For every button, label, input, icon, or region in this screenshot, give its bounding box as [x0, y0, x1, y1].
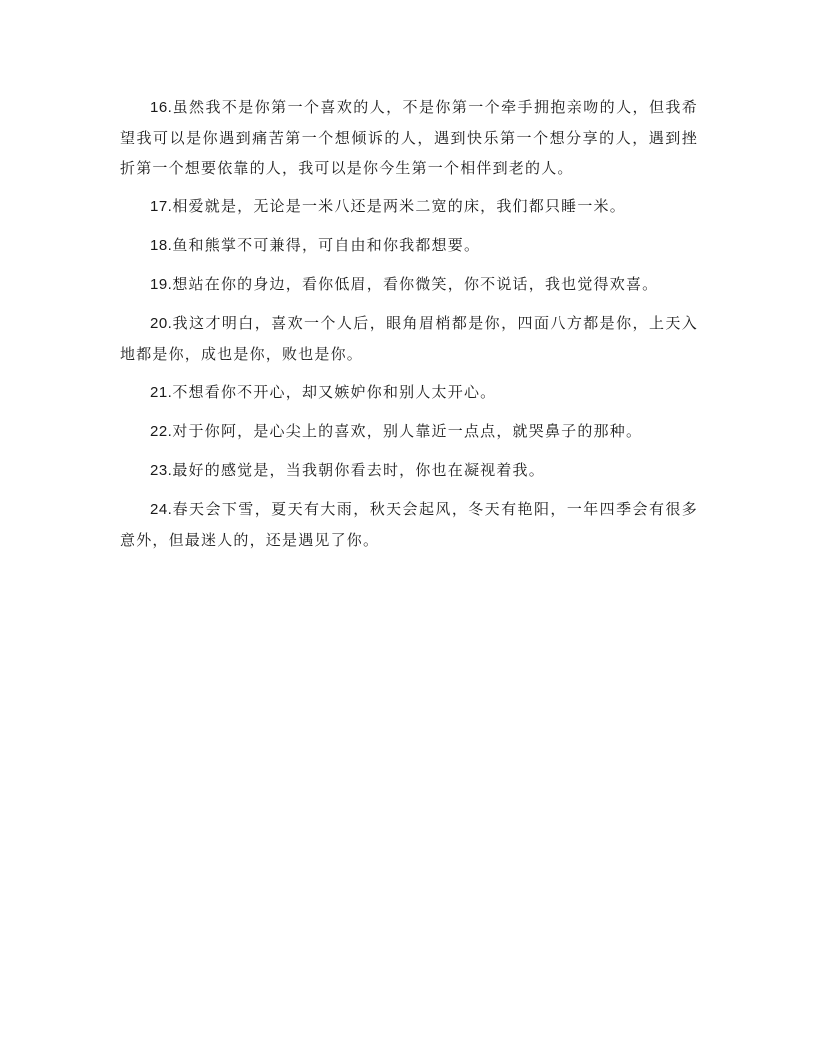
paragraph-21: [120, 377, 698, 408]
paragraph-text: 相爱就是，无论是一米八还是两米二宽的床，我们都只睡一米。: [172, 197, 626, 215]
paragraph-text: 春天会下雪，夏天有大雨，秋天会起风，冬天有艳阳，一年四季会有很多意外，但最迷人的，还是遇见了你。: [120, 500, 698, 549]
paragraph-text: 鱼和熊掌不可兼得，可自由和你我都想要。: [172, 236, 481, 254]
paragraph-number: 18.: [150, 237, 173, 254]
paragraph-text: 我这才明白，喜欢一个人后，眼角眉梢都是你，四面八方都是你，上天入地都是你，成也是你，败也是你。: [120, 314, 698, 363]
paragraph-text: 最好的感觉是，当我朝你看去时，你也在凝视着我。: [172, 461, 545, 479]
paragraph-number: 19.: [150, 276, 173, 293]
paragraph-text: 想站在你的身边，看你低眉，看你微笑，你不说话，我也觉得欢喜。: [172, 275, 659, 293]
document-body: [120, 92, 698, 563]
paragraph-17: [120, 191, 698, 222]
paragraph-text: 虽然我不是你第一个喜欢的人，不是你第一个牵手拥抱亲吻的人，但我希望我可以是你遇到痛苦第一个想倾诉的人，遇到快乐第一个想分享的人，遇到挫折第一个想要依靠的人，我可以是你今生第一个相伴到老的人。: [120, 98, 698, 177]
paragraph-text: 对于你阿，是心尖上的喜欢，别人靠近一点点，就哭鼻子的那种。: [172, 422, 643, 440]
paragraph-number: 20.: [150, 315, 173, 332]
paragraph-number: 21.: [150, 384, 173, 401]
paragraph-number: 17.: [150, 198, 173, 215]
paragraph-22: [120, 416, 698, 447]
paragraph-number: 16.: [150, 99, 173, 116]
paragraph-16: [120, 92, 698, 183]
paragraph-number: 23.: [150, 462, 173, 479]
paragraph-19: [120, 269, 698, 300]
paragraph-number: 24.: [150, 501, 173, 518]
paragraph-23: [120, 455, 698, 486]
paragraph-number: 22.: [150, 423, 173, 440]
paragraph-20: [120, 308, 698, 369]
paragraph-text: 不想看你不开心，却又嫉妒你和别人太开心。: [172, 383, 497, 401]
paragraph-18: [120, 230, 698, 261]
paragraph-24: [120, 494, 698, 555]
